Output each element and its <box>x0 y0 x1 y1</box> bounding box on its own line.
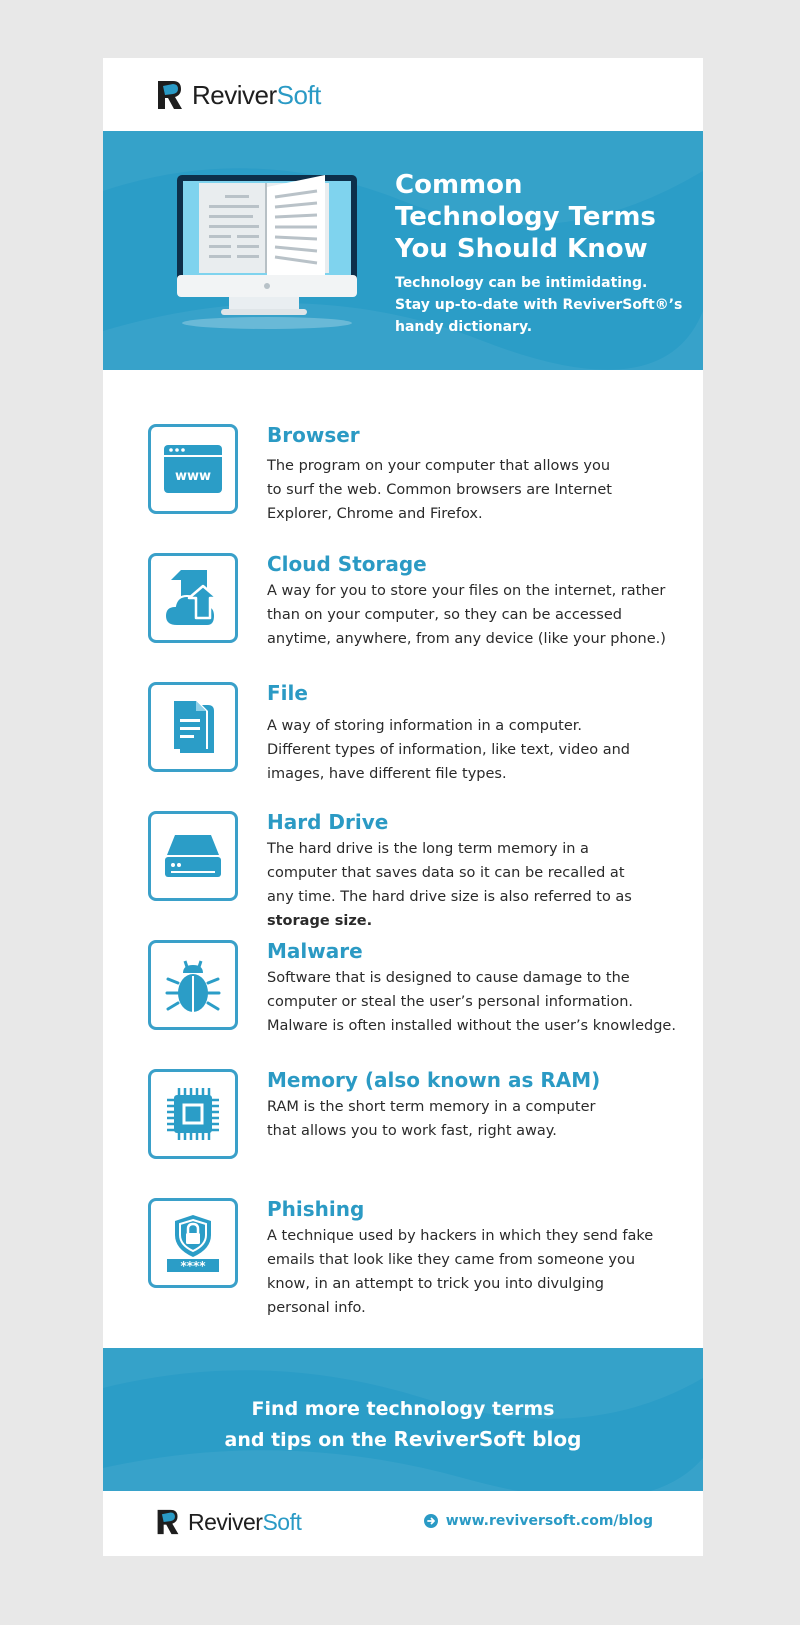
term-cloud-storage <box>148 553 688 649</box>
svg-text:www: www <box>174 469 212 484</box>
term-icon-box <box>148 424 238 514</box>
chip-icon <box>165 1086 221 1142</box>
term-title: File <box>267 681 308 705</box>
term-description: A way of storing information in a computer. Different types of information, like text, video and images, have different file types. <box>267 718 630 782</box>
term-icon-box <box>148 1198 238 1288</box>
term-description: A way for you to store your files on the internet, rather than on your computer, so they can be accessed anytime, anywhere, from any device (like your phone.) <box>267 583 666 647</box>
monitor-with-book-icon <box>177 175 367 335</box>
term-title: Browser <box>267 423 360 447</box>
brand-name: ReviverSoft <box>192 79 321 110</box>
hero-title: Common Technology Terms You Should Know <box>395 170 656 264</box>
term-title: Memory (also known as RAM) <box>267 1068 601 1092</box>
infographic-card <box>103 58 703 1556</box>
cta-line-1: Find more technology terms <box>251 1398 555 1420</box>
term-description: The program on your computer that allows you to surf the web. Common browsers are Internet Explorer, Chrome and Firefox. <box>267 458 612 522</box>
term-description: Software that is designed to cause damage to the computer or steal the user’s personal information. Malware is often installed without the user’s knowledge. <box>267 970 676 1034</box>
blog-cta-banner[interactable] <box>103 1348 703 1491</box>
cta-line-2: and tips on the ReviverSoft blog <box>224 1427 582 1451</box>
reviversoft-logo-icon <box>155 78 185 112</box>
term-icon-box <box>148 940 238 1030</box>
term-icon-box <box>148 811 238 901</box>
term-title: Malware <box>267 939 363 963</box>
term-malware <box>148 940 688 1036</box>
term-browser <box>148 424 688 520</box>
arrow-circle-right-icon <box>424 1514 438 1528</box>
cloud-upload-icon <box>163 568 223 628</box>
term-hard-drive <box>148 810 688 929</box>
term-title: Cloud Storage <box>267 552 427 576</box>
footer-brand-logo[interactable] <box>155 1507 301 1537</box>
term-icon-box <box>148 682 238 772</box>
term-description: RAM is the short term memory in a computer that allows you to work fast, right away. <box>267 1099 596 1139</box>
blog-link[interactable]: ReviverSoft blog <box>393 1427 582 1451</box>
header-logo-row <box>103 58 703 131</box>
shield-lock-password-icon <box>165 1213 221 1273</box>
term-description: A technique used by hackers in which they send fake emails that look like they came from someone you know, in an attempt to trick you into divulging personal info. <box>267 1228 654 1316</box>
file-icon <box>168 697 218 757</box>
footer <box>103 1491 703 1556</box>
footer-brand-name: ReviverSoft <box>188 1508 302 1535</box>
bug-icon <box>165 955 221 1015</box>
term-file <box>148 681 688 782</box>
term-description: The hard drive is the long term memory in a computer that saves data so it can be recalled at any time. The hard drive size is also referred to as storage size. <box>267 841 632 929</box>
hard-drive-icon <box>163 831 223 881</box>
term-icon-box <box>148 553 238 643</box>
brand-logo[interactable] <box>155 78 321 112</box>
hero-banner <box>103 131 703 370</box>
svg-text:****: **** <box>180 1259 206 1273</box>
cta-text <box>103 1394 703 1455</box>
hero-subtitle: Technology can be intimidating. Stay up-to-date with ReviverSoft®’s handy dictionary. <box>395 275 683 335</box>
term-description-emphasis: storage size. <box>267 913 373 929</box>
browser-www-icon <box>163 443 223 495</box>
term-title: Hard Drive <box>267 810 389 834</box>
footer-link-text[interactable]: www.reviversoft.com/blog <box>445 1513 653 1529</box>
footer-blog-link[interactable] <box>424 1513 653 1529</box>
reviversoft-logo-icon <box>155 1507 181 1537</box>
term-phishing <box>148 1197 688 1316</box>
term-title: Phishing <box>267 1197 365 1221</box>
term-memory <box>148 1069 688 1165</box>
term-icon-box <box>148 1069 238 1159</box>
